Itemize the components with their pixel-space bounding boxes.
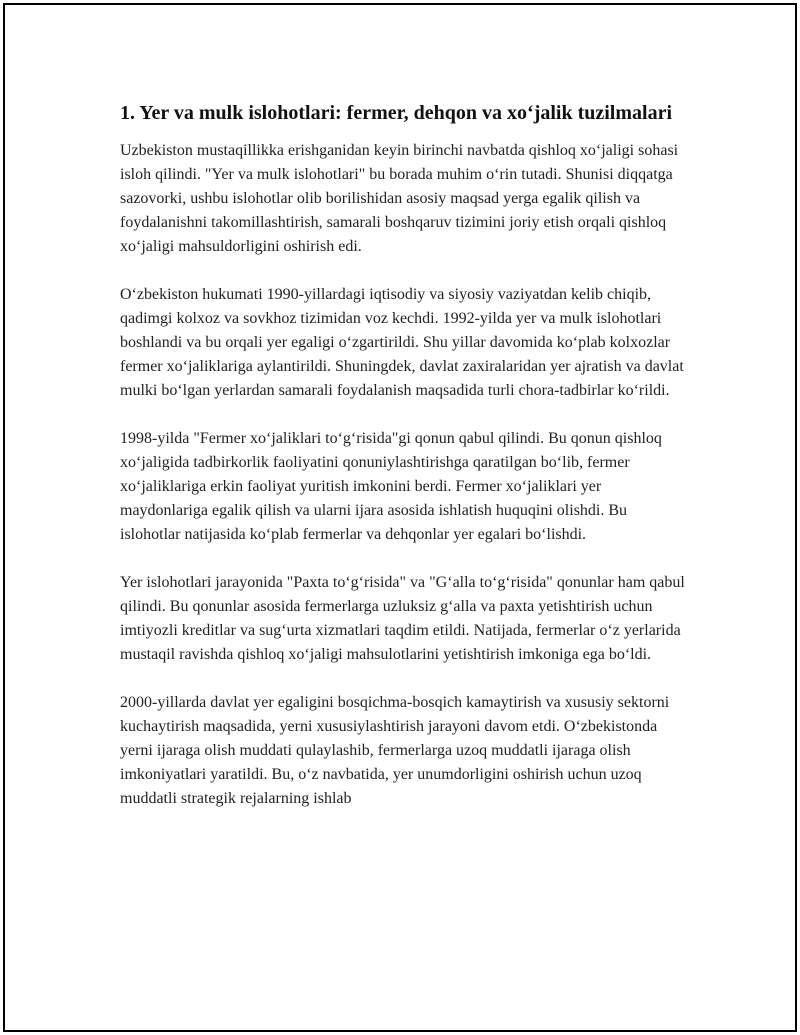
paragraph-2: O‘zbekiston hukumati 1990-yillardagi iqtisodiy va siyosiy vaziyatdan kelib chiqib, qadimgi kolxoz va sovkhoz tizimidan voz kechdi. 1992-yilda yer va mulk islohotlari boshlandi va bu orqali yer egaligi o‘zgartirildi. Shu yillar davomida ko‘plab kolxozlar fermer xo‘jaliklariga aylantirildi. Shuningdek, davlat zaxiralaridan yer ajratish va davlat mulki bo‘lgan yerlardan samarali foydalanish maqsadida turli chora-tadbirlar ko‘rildi. (120, 286, 684, 399)
section-heading: 1. Yer va mulk islohotlari: fermer, dehqon va xo‘jalik tuzilmalari (120, 102, 673, 124)
paragraph-3: 1998-yilda "Fermer xo‘jaliklari to‘g‘risida"gi qonun qabul qilindi. Bu qonun qishloq xo‘jaligida tadbirkorlik faoliyatini qonuniylashtirishga qaratilgan bo‘lib, fermer xo‘jaliklariga erkin faoliyat yuritish imkonini berdi. Fermer xo‘jaliklari yer maydonlariga egalik qilish va ularni ijara asosida ishlatish huquqini olishdi. Bu islohotlar natijasida ko‘plab fermerlar va dehqonlar yer egalari bo‘lishdi. (120, 430, 662, 543)
document-body (120, 99, 690, 835)
paragraph-1: Uzbekiston mustaqillikka erishganidan keyin birinchi navbatda qishloq xo‘jaligi sohasi isloh qilindi. "Yer va mulk islohotlari" bu borada muhim o‘rin tutadi. Shunisi diqqatga sazovorki, ushbu islohotlar olib borilishidan asosiy maqsad yerga egalik qilish va foydalanishni takomillashtirish, samarali boshqaruv tizimini joriy etish orqali qishloq xo‘jaligi mahsuldorligini oshirish edi. (120, 142, 679, 255)
paragraph-4: Yer islohotlari jarayonida "Paxta to‘g‘risida" va "G‘alla to‘g‘risida" qonunlar ham qabul qilindi. Bu qonunlar asosida fermerlarga uzluksiz g‘alla va paxta yetishtirish uchun imtiyozli kreditlar va sug‘urta xizmatlari taqdim etildi. Natijada, fermerlar o‘z yerlarida mustaqil ravishda qishloq xo‘jaligi mahsulotlarini yetishtirish imkoniga ega bo‘ldi. (120, 574, 685, 663)
page-border (3, 3, 797, 1032)
paragraph-5: 2000-yillarda davlat yer egaligini bosqichma-bosqich kamaytirish va xususiy sektorni kuchaytirish maqsadida, yerni xususiylashtirish jarayoni davom etdi. O‘zbekistonda yerni ijaraga olish muddati qulaylashib, fermerlarga uzoq muddatli ijaraga olish imkoniyatlari yaratildi. Bu, o‘z navbatida, yer unumdorligini oshirish uchun uzoq muddatli strategik rejalarning ishlab (120, 694, 670, 807)
